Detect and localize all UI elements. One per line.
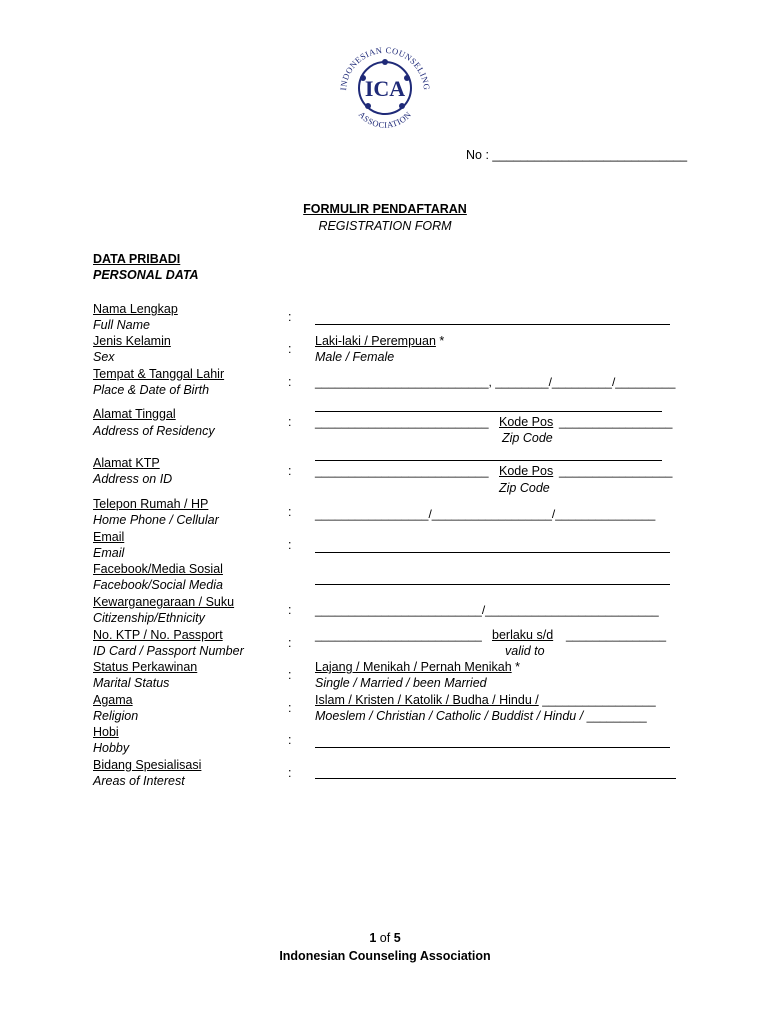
form-subtitle: REGISTRATION FORM (318, 219, 452, 233)
colon: : (288, 415, 292, 429)
id-card-sublabel: ID Card / Passport Number (93, 644, 244, 658)
hobby-input-line[interactable] (315, 747, 670, 748)
number-blank[interactable]: ____________________________ (492, 148, 688, 162)
birth-input[interactable]: __________________________, ________/_________/_________ (315, 375, 676, 389)
religion-sublabel: Religion (93, 709, 139, 723)
interest-sublabel: Areas of Interest (93, 774, 185, 788)
number-label: No : (466, 148, 489, 162)
email-input-line[interactable] (315, 552, 670, 553)
colon: : (288, 375, 292, 389)
birth-sublabel: Place & Date of Birth (93, 383, 210, 397)
facebook-sublabel: Facebook/Social Media (93, 578, 223, 592)
address-zip-label: Zip Code (502, 431, 553, 445)
logo-text: ICA (364, 76, 406, 101)
id-card-valid-input[interactable]: _______________ (566, 628, 667, 642)
address-zip-input[interactable]: _________________ (559, 415, 673, 429)
colon: : (288, 505, 292, 519)
colon: : (288, 668, 292, 682)
ktp-address-label: Alamat KTP (93, 456, 160, 470)
svg-text:INDONESIAN COUNSELING: INDONESIAN COUNSELING (338, 44, 433, 91)
ktp-zip-label: Zip Code (499, 481, 550, 495)
religion-options[interactable]: Islam / Kristen / Katolik / Budha / Hindu / _________________ (315, 693, 656, 707)
phone-input[interactable]: _________________/__________________/_______________ (315, 507, 656, 521)
ktp-zip-input[interactable]: _________________ (559, 464, 673, 478)
number-row (466, 148, 687, 163)
section-title: DATA PRIBADI (93, 252, 181, 266)
email-label: Email (93, 530, 125, 544)
id-card-input[interactable]: _________________________ (315, 628, 482, 642)
address-line-1[interactable] (315, 411, 662, 412)
address-line-2[interactable]: __________________________ (315, 415, 489, 429)
hobby-label: Hobi (93, 725, 119, 739)
marital-label: Status Perkawinan (93, 660, 198, 674)
colon: : (288, 766, 292, 780)
religion-label: Agama (93, 693, 133, 707)
sex-sublabel: Sex (93, 350, 115, 364)
colon: : (288, 733, 292, 747)
hobby-sublabel: Hobby (93, 741, 130, 755)
interest-label: Bidang Spesialisasi (93, 758, 202, 772)
colon: : (288, 701, 292, 715)
colon: : (288, 310, 292, 324)
colon: : (288, 342, 292, 356)
id-card-label: No. KTP / No. Passport (93, 628, 223, 642)
colon: : (288, 538, 292, 552)
interest-input-line[interactable] (315, 778, 676, 779)
phone-label: Telepon Rumah / HP (93, 497, 209, 511)
form-title: FORMULIR PENDAFTARAN (303, 202, 467, 216)
id-card-valid-to: valid to (505, 644, 545, 658)
citizenship-sublabel: Citizenship/Ethnicity (93, 611, 205, 625)
name-input-line[interactable] (315, 324, 670, 325)
ktp-address-line-2[interactable]: __________________________ (315, 464, 489, 478)
footer-org: Indonesian Counseling Association (279, 949, 491, 963)
colon: : (288, 464, 292, 478)
svg-text:ASSOCIATION: ASSOCIATION (356, 109, 414, 130)
address-sublabel: Address of Residency (93, 424, 215, 438)
marital-options[interactable]: Lajang / Menikah / Pernah Menikah * (315, 660, 521, 674)
address-kode-pos: Kode Pos (499, 415, 554, 429)
colon: : (288, 636, 292, 650)
religion-options-en: Moeslem / Christian / Catholic / Buddist / Hindu / _________ (315, 709, 647, 723)
citizenship-input[interactable]: _________________________/__________________________ (315, 603, 659, 617)
facebook-input-line[interactable] (315, 584, 670, 585)
marital-sublabel: Marital Status (93, 676, 170, 690)
ica-logo (332, 40, 438, 140)
sex-label: Jenis Kelamin (93, 334, 171, 348)
ktp-kode-pos: Kode Pos (499, 464, 554, 478)
address-label: Alamat Tinggal (93, 407, 176, 421)
section-subtitle: PERSONAL DATA (93, 268, 199, 282)
phone-sublabel: Home Phone / Cellular (93, 513, 219, 527)
sex-options[interactable]: Laki-laki / Perempuan * (315, 334, 445, 348)
name-sublabel: Full Name (93, 318, 150, 332)
ktp-address-line-1[interactable] (315, 460, 662, 461)
marital-options-en: Single / Married / been Married (315, 676, 487, 690)
facebook-label: Facebook/Media Sosial (93, 562, 223, 576)
name-label: Nama Lengkap (93, 302, 178, 316)
colon: : (288, 603, 292, 617)
page-number: 1 of 5 (369, 931, 401, 945)
sex-options-en: Male / Female (315, 350, 395, 364)
id-card-berlaku: berlaku s/d (492, 628, 554, 642)
birth-label: Tempat & Tanggal Lahir (93, 367, 225, 381)
ktp-address-sublabel: Address on ID (93, 472, 173, 486)
citizenship-label: Kewarganegaraan / Suku (93, 595, 235, 609)
email-sublabel: Email (93, 546, 125, 560)
